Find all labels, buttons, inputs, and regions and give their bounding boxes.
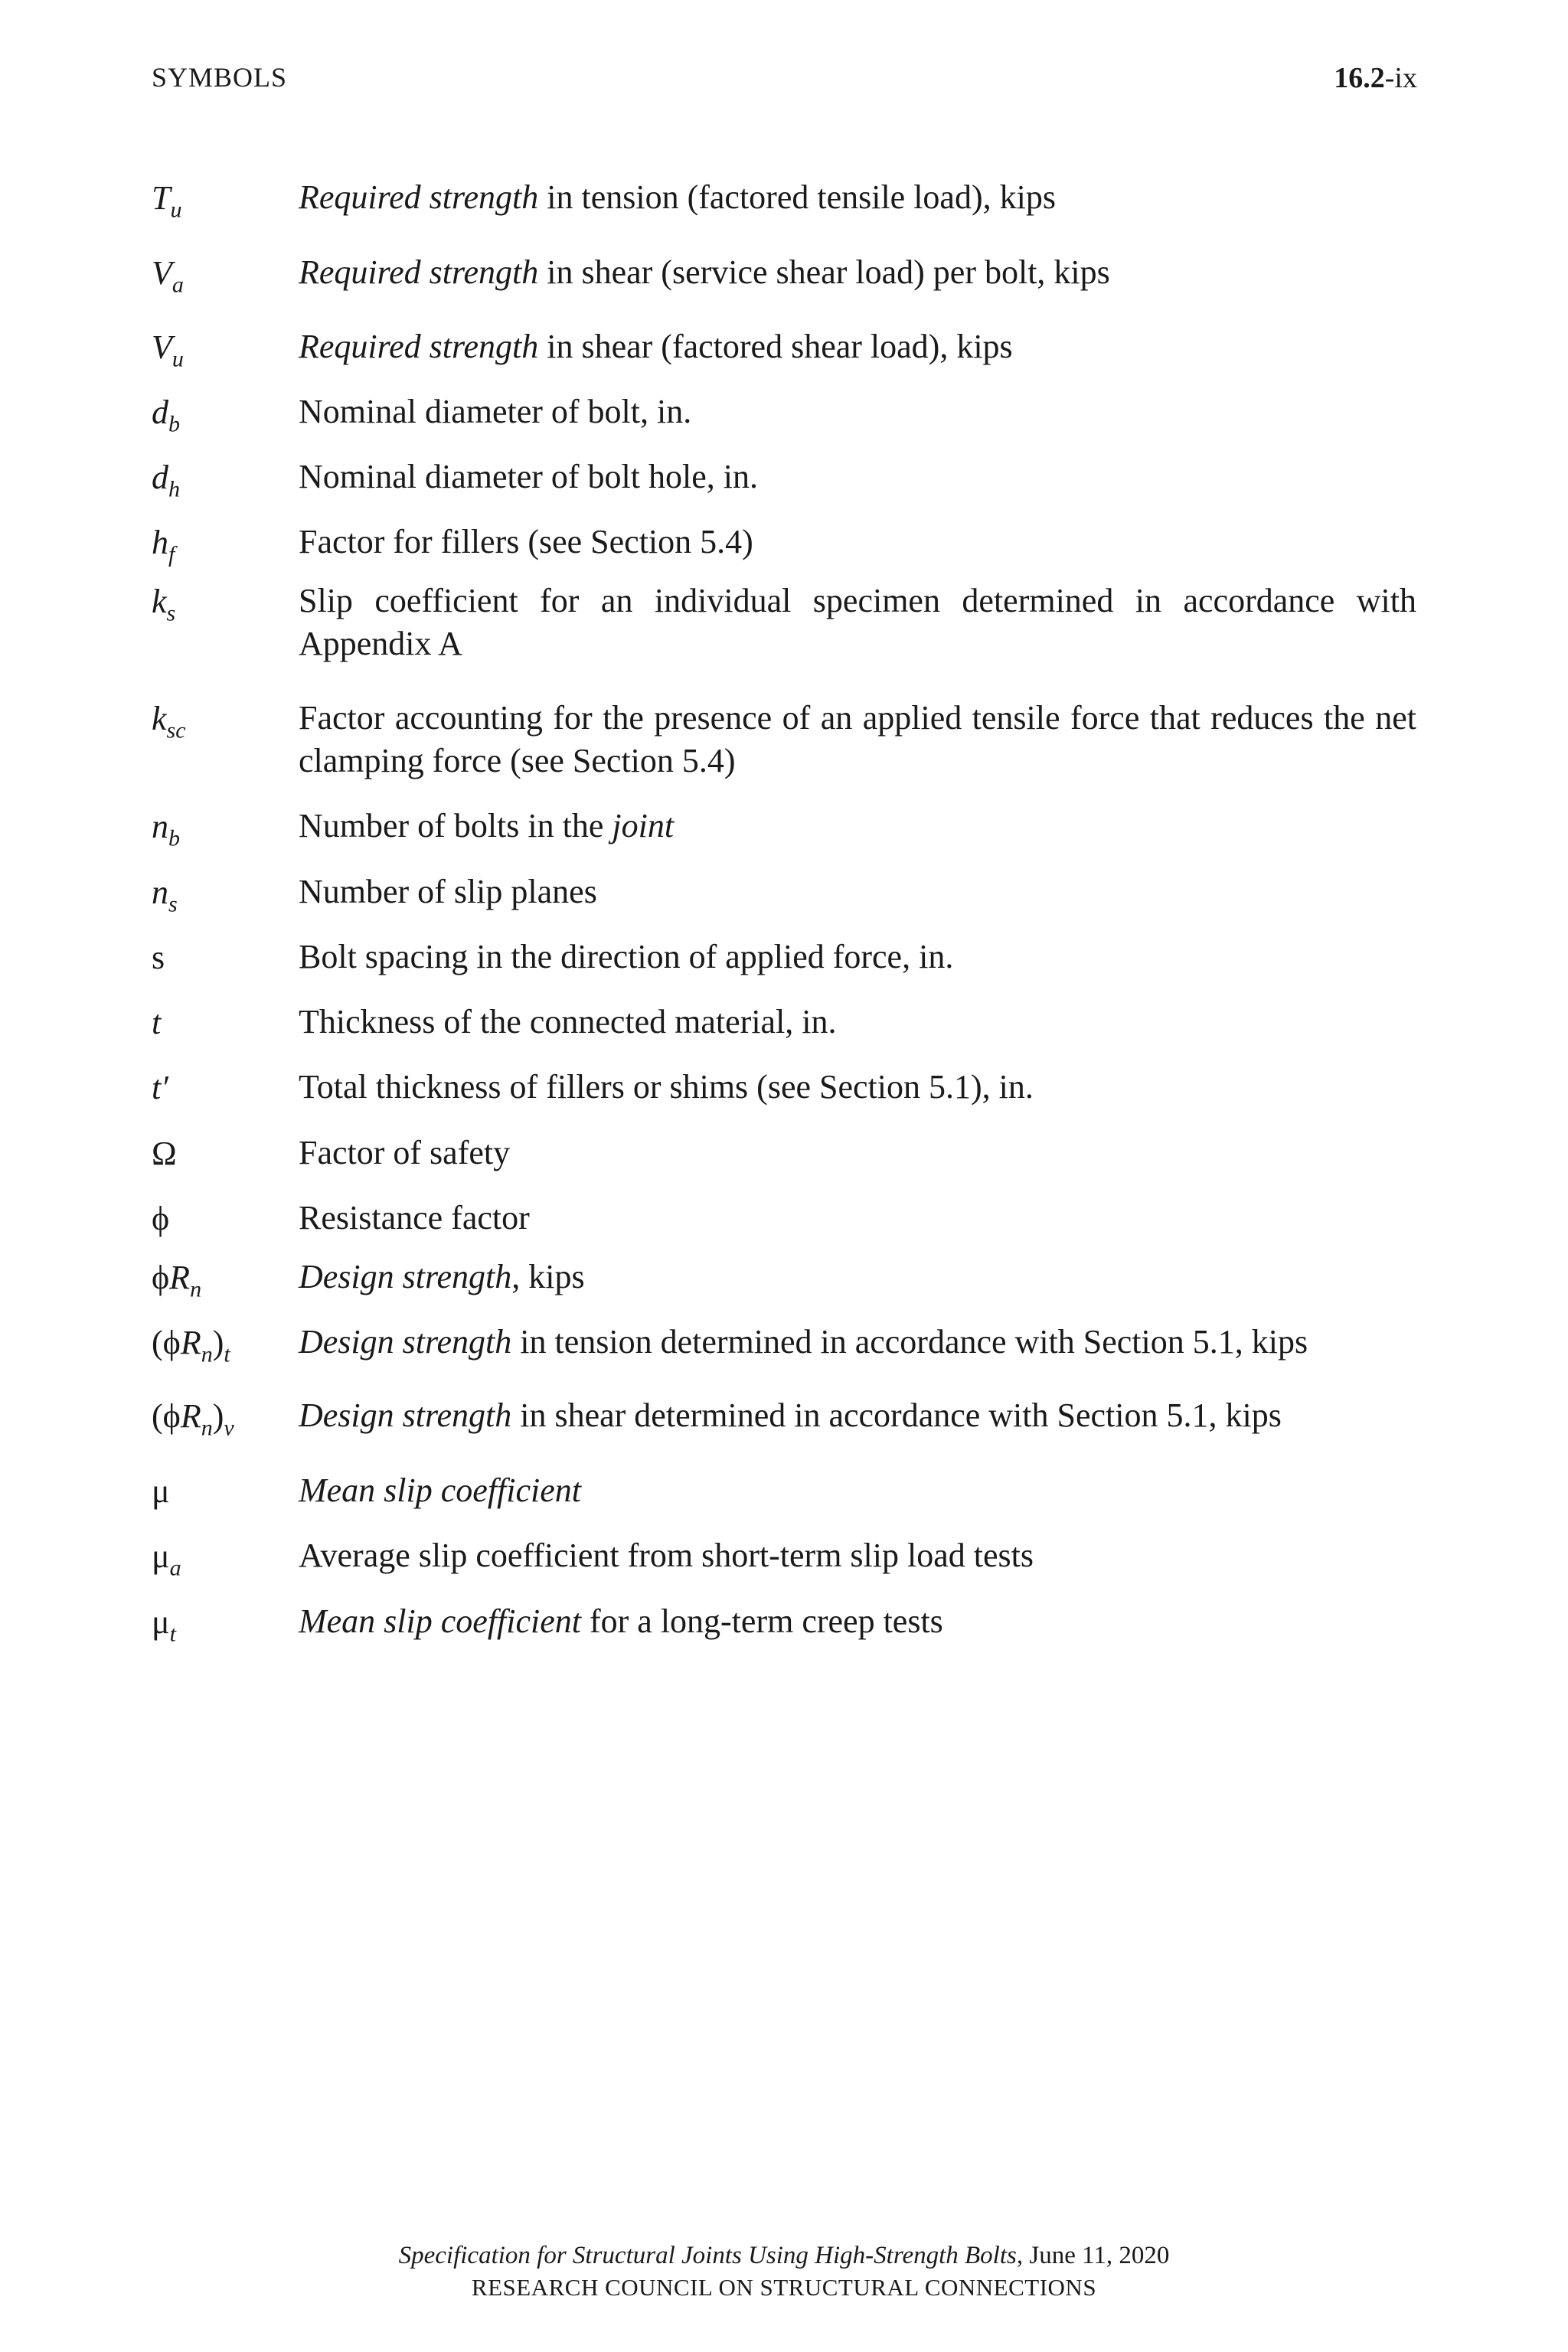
symbol-ks: $k_s$ <box>152 583 176 626</box>
page-number-suffix: -ix <box>1384 62 1417 94</box>
definition-t-prime: Total thickness of fillers or shims (see Section 5.1), in. <box>299 1068 1034 1106</box>
definition-db: Nominal diameter of bolt, in. <box>299 393 692 430</box>
symbol-va: $V_a$ <box>152 254 184 298</box>
definition-omega: Factor of safety <box>299 1134 511 1171</box>
definition-mu-a: Average slip coefficient from short-term slip load tests <box>299 1537 1034 1574</box>
symbol-phi-rn: $\phi R_n$ <box>152 1259 202 1302</box>
symbol-ns: $n_s$ <box>152 874 178 917</box>
definition-mu-t: Mean slip coefficient for a long-term creep tests <box>299 1602 943 1640</box>
symbol-s: s <box>152 939 165 976</box>
definition-ns: Number of slip planes <box>299 873 597 910</box>
definition-phi-rn-t: Design strength in tension determined in accordance with Section 5.1, kips <box>299 1323 1308 1361</box>
definition-hf: Factor for fillers (see Section 5.4) <box>299 523 753 560</box>
symbol-t-prime: t′ <box>152 1069 168 1106</box>
symbol-dh: $d_h$ <box>152 459 180 502</box>
definition-ksc: Factor accounting for the presence of an applied tensile force that reduces the net clamping force (see Section 5.4) <box>299 699 1416 779</box>
page-number <box>1334 61 1417 95</box>
definition-phi: Resistance factor <box>299 1199 530 1236</box>
symbol-tu: $T_u$ <box>152 179 182 223</box>
symbol-nb: $n_b$ <box>152 808 180 851</box>
symbol-mu-t: $\mu_t$ <box>152 1603 176 1647</box>
definition-t: Thickness of the connected material, in. <box>299 1003 837 1040</box>
symbol-phi-rn-t: $(\phi R_n)_t$ <box>152 1324 230 1367</box>
definition-nb: Number of bolts in the joint <box>299 807 675 844</box>
definition-dh: Nominal diameter of bolt hole, in. <box>299 458 758 495</box>
symbol-phi-rn-v: $(\phi R_n)_v$ <box>152 1397 234 1441</box>
symbol-omega: Ω <box>152 1135 177 1172</box>
definition-tu: Required strength in tension (factored tensile load), kips <box>299 178 1056 216</box>
symbol-mu: μ <box>152 1472 170 1510</box>
symbol-hf: $h_f$ <box>152 524 175 567</box>
symbol-t: t <box>152 1004 162 1041</box>
symbol-mu-a: $\mu_a$ <box>152 1537 181 1581</box>
definition-phi-rn: Design strength, kips <box>299 1258 585 1295</box>
definition-ks: Slip coefficient for an individual specimen determined in accordance with Appendix A <box>299 582 1416 662</box>
definition-va: Required strength in shear (service shear load) per bolt, kips <box>299 253 1110 291</box>
symbol-ksc: $k_{sc}$ <box>152 700 186 743</box>
symbol-db: $d_b$ <box>152 394 180 437</box>
definition-vu: Required strength in shear (factored shear load), kips <box>299 328 1013 365</box>
footer-title: Specification for Structural Joints Using High-Strength Bolts, June 11, 2020 <box>398 2242 1170 2269</box>
footer-organization: RESEARCH COUNCIL ON STRUCTURAL CONNECTIONS <box>471 2274 1097 2301</box>
definition-s: Bolt spacing in the direction of applied force, in. <box>299 938 954 975</box>
symbol-vu: $V_u$ <box>152 328 184 372</box>
definition-mu: Mean slip coefficient <box>299 1472 581 1509</box>
running-header-section: SYMBOLS <box>152 62 288 93</box>
definition-phi-rn-v: Design strength in shear determined in accordance with Section 5.1, kips <box>299 1396 1282 1434</box>
page-number-part: 16.2 <box>1334 62 1385 94</box>
symbol-phi: ϕ <box>152 1200 170 1237</box>
